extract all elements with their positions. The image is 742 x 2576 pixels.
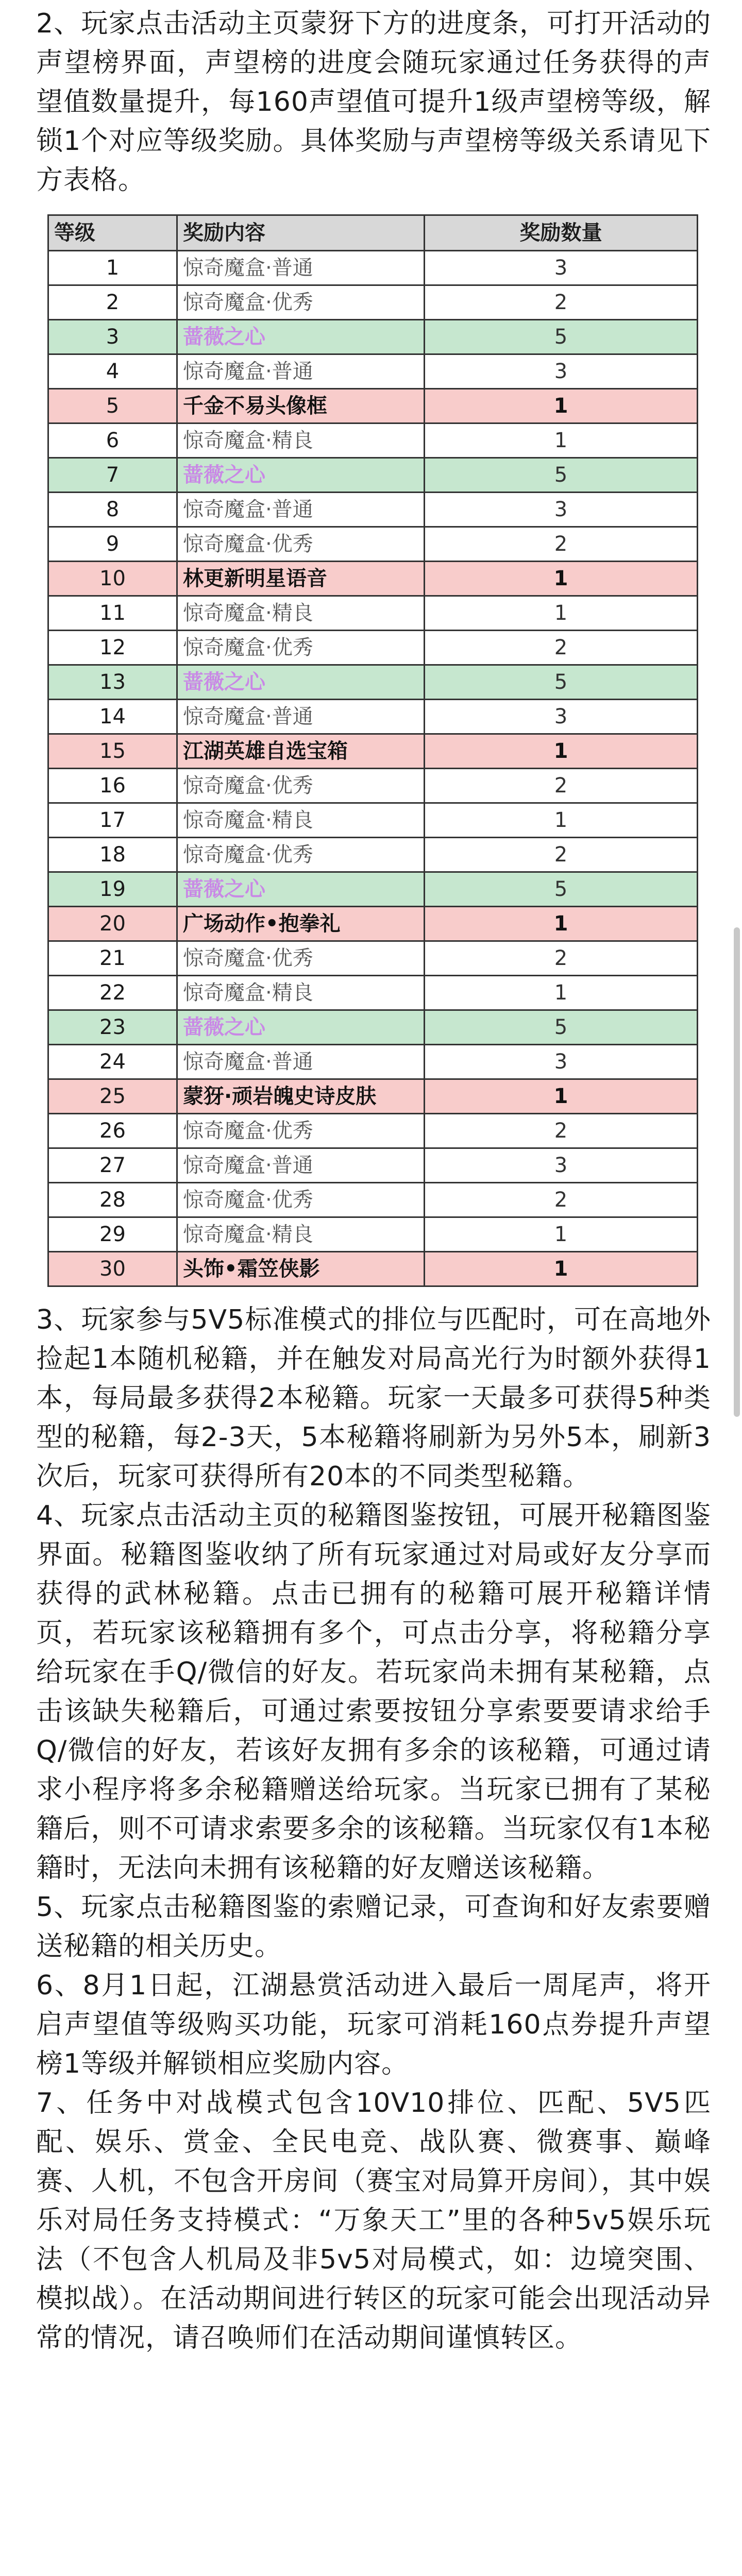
- table-row: [48, 1217, 698, 1252]
- cell-count: 5: [425, 872, 698, 907]
- cell-level: 18: [48, 838, 177, 872]
- cell-reward: 惊奇魔盒·普通: [177, 251, 425, 285]
- cell-reward: 惊奇魔盒·优秀: [177, 838, 425, 872]
- cell-count: 2: [425, 1183, 698, 1217]
- table-row: [48, 1114, 698, 1148]
- cell-level: 11: [48, 596, 177, 631]
- cell-reward: 蔷薇之心: [177, 458, 425, 493]
- cell-count: 5: [425, 1010, 698, 1045]
- table-row: [48, 285, 698, 320]
- cell-level: 21: [48, 941, 177, 976]
- cell-reward: 蔷薇之心: [177, 320, 425, 354]
- cell-reward: 蒙犽·顽岩魄史诗皮肤: [177, 1079, 425, 1114]
- cell-count: 3: [425, 1045, 698, 1079]
- paragraph-rule-4: 4、玩家点击活动主页的秘籍图鉴按钮，可展开秘籍图鉴界面。秘籍图鉴收纳了所有玩家通过对局或好友分享而获得的武林秘籍。点击已拥有的秘籍可展开秘籍详情页，若玩家该秘籍拥有多个，可点击分享，将秘籍分享给玩家在手Q/微信的好友。若玩家尚未拥有某秘籍，点击该缺失秘籍后，可通过索要按钮分享索要要请求给手Q/微信的好友，若该好友拥有多余的该秘籍，可通过请求小程序将多余秘籍赠送给玩家。当玩家已拥有了某秘籍后，则不可请求索要多余的该秘籍。当玩家仅有1本秘籍时，无法向未拥有该秘籍的好友赠送该秘籍。: [36, 1500, 711, 1884]
- table-row: [48, 803, 698, 838]
- cell-reward: 惊奇魔盒·精良: [177, 423, 425, 458]
- cell-reward: 惊奇魔盒·精良: [177, 1217, 425, 1252]
- cell-level: 13: [48, 665, 177, 700]
- table-row: [48, 907, 698, 941]
- cell-count: 1: [425, 562, 698, 596]
- table-row: [48, 389, 698, 423]
- paragraph-rule-7: 7、任务中对战模式包含10V10排位、匹配、5V5匹配、娱乐、赏金、全民电竞、战队赛、微赛事、巅峰赛、人机，不包含开房间（赛宝对局算开房间），其中娱乐对局任务支持模式：“万象天工”里的各种5v5娱乐玩法（不包含人机局及非5v5对局模式，如：边境突围、模拟战）。在活动期间进行转区的玩家可能会出现活动异常的情况，请召唤师们在活动期间谨慎转区。: [36, 2088, 711, 2353]
- table-row: [48, 423, 698, 458]
- cell-level: 10: [48, 562, 177, 596]
- header-reward: 奖励内容: [177, 215, 425, 251]
- cell-reward: 千金不易头像框: [177, 389, 425, 423]
- header-count: 奖励数量: [425, 215, 698, 251]
- table-row: [48, 700, 698, 734]
- cell-level: 23: [48, 1010, 177, 1045]
- table-row: [48, 354, 698, 389]
- cell-level: 16: [48, 769, 177, 803]
- paragraph-rule-6: 6、8月1日起，江湖悬赏活动进入最后一周尾声，将开启声望值等级购买功能，玩家可消耗160点券提升声望榜1等级并解锁相应奖励内容。: [36, 1970, 711, 2079]
- cell-count: 5: [425, 665, 698, 700]
- reward-table: [47, 214, 698, 1287]
- cell-reward: 广场动作•抱拳礼: [177, 907, 425, 941]
- cell-level: 6: [48, 423, 177, 458]
- cell-level: 3: [48, 320, 177, 354]
- cell-level: 9: [48, 527, 177, 562]
- cell-level: 15: [48, 734, 177, 769]
- cell-count: 1: [425, 1252, 698, 1286]
- cell-level: 12: [48, 631, 177, 665]
- cell-count: 2: [425, 285, 698, 320]
- cell-reward: 蔷薇之心: [177, 872, 425, 907]
- cell-reward: 惊奇魔盒·优秀: [177, 285, 425, 320]
- cell-count: 2: [425, 941, 698, 976]
- table-row: [48, 1252, 698, 1286]
- cell-reward: 惊奇魔盒·优秀: [177, 527, 425, 562]
- table-row: [48, 320, 698, 354]
- cell-level: 17: [48, 803, 177, 838]
- cell-reward: 惊奇魔盒·普通: [177, 354, 425, 389]
- cell-count: 2: [425, 1114, 698, 1148]
- table-row: [48, 458, 698, 493]
- cell-count: 1: [425, 1079, 698, 1114]
- cell-level: 19: [48, 872, 177, 907]
- table-row: [48, 1148, 698, 1183]
- cell-level: 25: [48, 1079, 177, 1114]
- cell-level: 1: [48, 251, 177, 285]
- cell-count: 3: [425, 493, 698, 527]
- table-row: [48, 665, 698, 700]
- cell-level: 5: [48, 389, 177, 423]
- table-row: [48, 562, 698, 596]
- cell-count: 2: [425, 527, 698, 562]
- scrollbar-thumb[interactable]: [734, 927, 740, 1417]
- table-row: [48, 493, 698, 527]
- paragraph-rule-2: 2、玩家点击活动主页蒙犽下方的进度条，可打开活动的声望榜界面，声望榜的进度会随玩家通过任务获得的声望值数量提升，每160声望值可提升1级声望榜等级，解锁1个对应等级奖励。具体奖励与声望榜等级关系请见下方表格。: [36, 8, 711, 196]
- cell-level: 8: [48, 493, 177, 527]
- cell-count: 2: [425, 838, 698, 872]
- cell-count: 1: [425, 423, 698, 458]
- cell-count: 1: [425, 389, 698, 423]
- table-row: [48, 769, 698, 803]
- table-row: [48, 251, 698, 285]
- cell-count: 1: [425, 734, 698, 769]
- cell-reward: 惊奇魔盒·普通: [177, 700, 425, 734]
- cell-level: 28: [48, 1183, 177, 1217]
- cell-reward: 惊奇魔盒·普通: [177, 1045, 425, 1079]
- cell-level: 20: [48, 907, 177, 941]
- cell-level: 22: [48, 976, 177, 1010]
- cell-reward: 惊奇魔盒·优秀: [177, 631, 425, 665]
- cell-level: 27: [48, 1148, 177, 1183]
- reward-table-header: [48, 215, 698, 251]
- cell-reward: 惊奇魔盒·普通: [177, 493, 425, 527]
- cell-reward: 林更新明星语音: [177, 562, 425, 596]
- cell-count: 3: [425, 1148, 698, 1183]
- cell-level: 2: [48, 285, 177, 320]
- cell-reward: 惊奇魔盒·优秀: [177, 769, 425, 803]
- cell-level: 4: [48, 354, 177, 389]
- cell-level: 29: [48, 1217, 177, 1252]
- table-row: [48, 527, 698, 562]
- cell-reward: 惊奇魔盒·优秀: [177, 941, 425, 976]
- header-level: 等级: [48, 215, 177, 251]
- cell-count: 3: [425, 251, 698, 285]
- cell-count: 5: [425, 458, 698, 493]
- table-row: [48, 941, 698, 976]
- cell-reward: 惊奇魔盒·精良: [177, 976, 425, 1010]
- cell-count: 1: [425, 596, 698, 631]
- cell-count: 5: [425, 320, 698, 354]
- table-row: [48, 1079, 698, 1114]
- cell-reward: 头饰•霜笠侠影: [177, 1252, 425, 1286]
- cell-count: 3: [425, 700, 698, 734]
- cell-count: 2: [425, 769, 698, 803]
- cell-count: 1: [425, 1217, 698, 1252]
- cell-reward: 蔷薇之心: [177, 665, 425, 700]
- cell-count: 1: [425, 976, 698, 1010]
- cell-reward: 惊奇魔盒·优秀: [177, 1183, 425, 1217]
- table-row: [48, 631, 698, 665]
- paragraph-rule-3: 3、玩家参与5V5标准模式的排位与匹配时，可在高地外捡起1本随机秘籍，并在触发对局高光行为时额外获得1本，每局最多获得2本秘籍。玩家一天最多可获得5种类型的秘籍，每2-3天，5本秘籍将刷新为另外5本，刷新3次后，玩家可获得所有20本的不同类型秘籍。: [36, 1304, 711, 1492]
- reward-table-body: [48, 251, 698, 1286]
- table-row: [48, 838, 698, 872]
- cell-level: 26: [48, 1114, 177, 1148]
- table-row: [48, 734, 698, 769]
- table-row: [48, 976, 698, 1010]
- cell-count: 1: [425, 803, 698, 838]
- reward-table-container: [47, 214, 697, 1287]
- cell-level: 14: [48, 700, 177, 734]
- paragraph-rule-5: 5、玩家点击秘籍图鉴的索赠记录，可查询和好友索要赠送秘籍的相关历史。: [36, 1892, 711, 1962]
- cell-count: 3: [425, 354, 698, 389]
- table-row: [48, 1183, 698, 1217]
- cell-reward: 江湖英雄自选宝箱: [177, 734, 425, 769]
- cell-reward: 惊奇魔盒·优秀: [177, 1114, 425, 1148]
- table-row: [48, 1010, 698, 1045]
- cell-reward: 蔷薇之心: [177, 1010, 425, 1045]
- cell-reward: 惊奇魔盒·精良: [177, 596, 425, 631]
- cell-level: 30: [48, 1252, 177, 1286]
- cell-reward: 惊奇魔盒·普通: [177, 1148, 425, 1183]
- table-row: [48, 872, 698, 907]
- cell-count: 1: [425, 907, 698, 941]
- table-row: [48, 596, 698, 631]
- cell-reward: 惊奇魔盒·精良: [177, 803, 425, 838]
- cell-count: 2: [425, 631, 698, 665]
- table-row: [48, 1045, 698, 1079]
- cell-level: 7: [48, 458, 177, 493]
- cell-level: 24: [48, 1045, 177, 1079]
